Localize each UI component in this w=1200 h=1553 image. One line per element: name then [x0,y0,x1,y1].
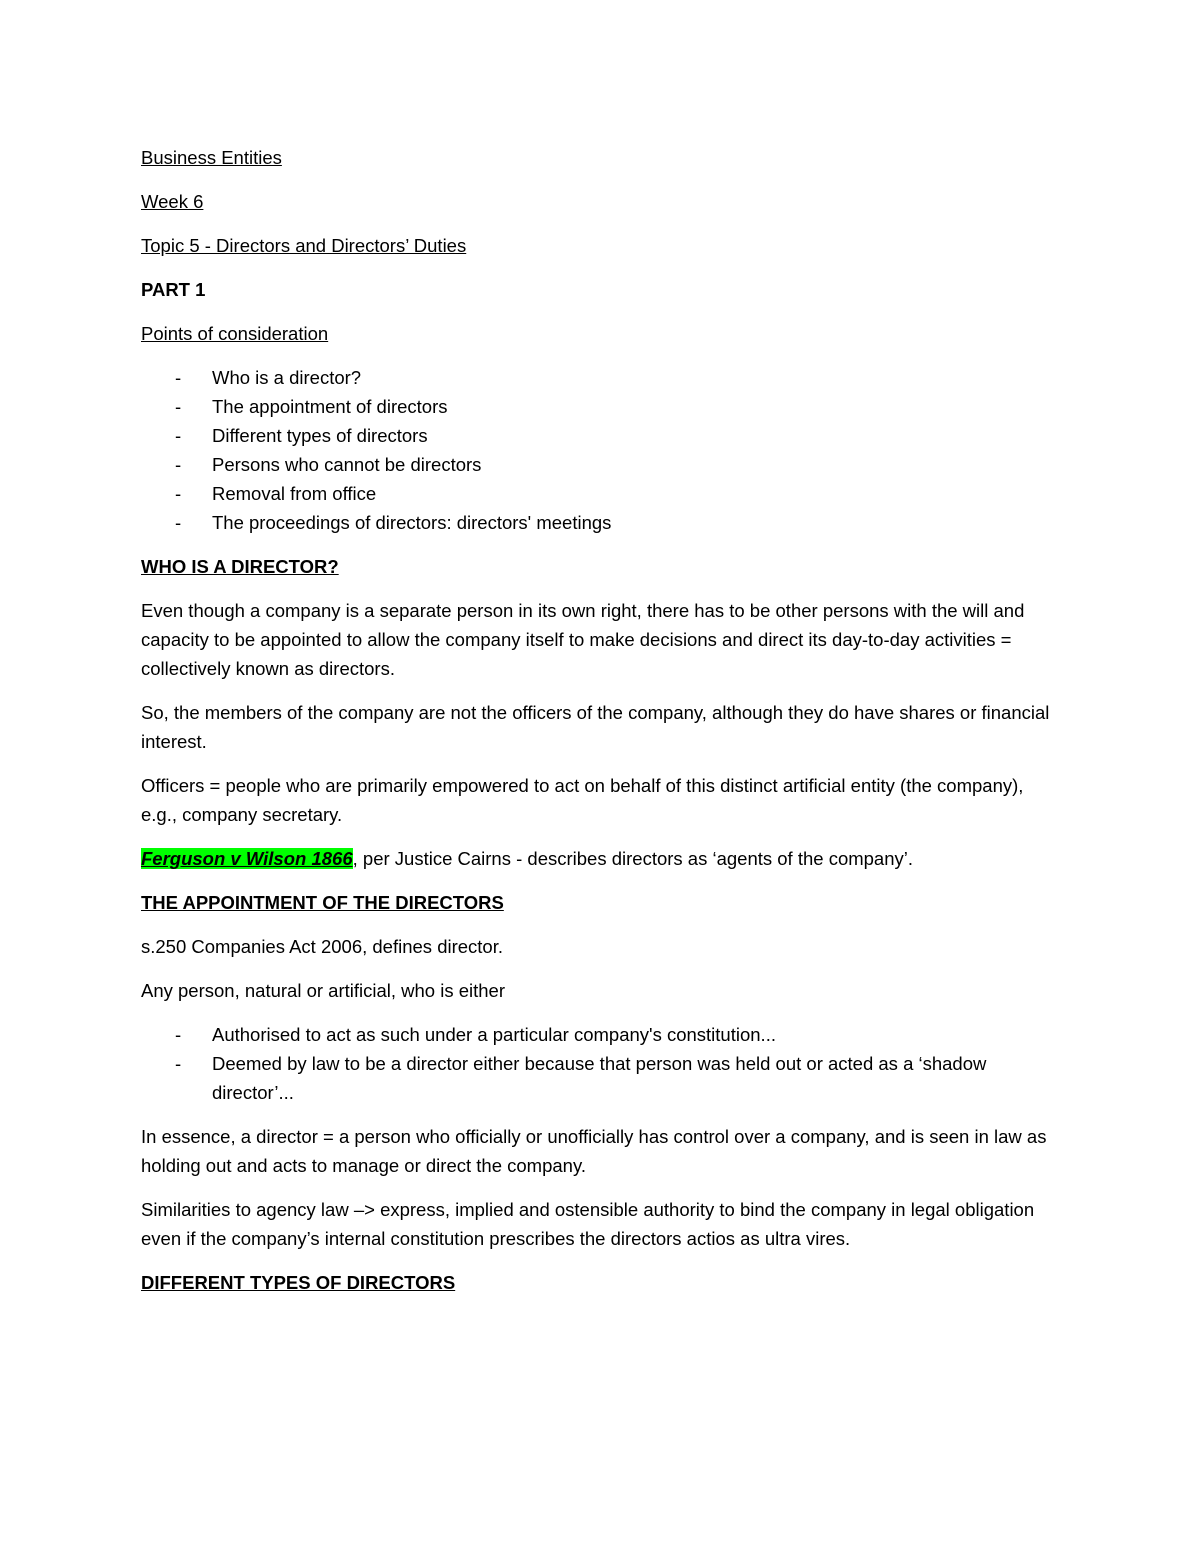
section-heading-who: WHO IS A DIRECTOR? [141,556,339,577]
paragraph: Even though a company is a separate person in its own right, there has to be other persons with the will and capacity to be appointed to allow the company itself to make decisions and direct its day-to-day activities = collectively known as directors. [141,600,1025,679]
points-list [141,363,1061,537]
case-citation-paragraph [141,844,1061,873]
section-heading-types: DIFFERENT TYPES OF DIRECTORS [141,1272,456,1293]
list-item: - The proceedings of directors: directors' meetings [141,508,1061,537]
paragraph: Officers = people who are primarily empowered to act on behalf of this distinct artificial entity (the company), e.g., company secretary. [141,775,1024,825]
paragraph: In essence, a director = a person who officially or unofficially has control over a company, and is seen in law as holding out and acts to manage or direct the company. [141,1126,1047,1176]
points-heading: Points of consideration [141,323,329,344]
list-item: - The appointment of directors [141,392,1061,421]
list-item: - Authorised to act as such under a particular company's constitution... [141,1020,1061,1049]
doc-topic: Topic 5 - Directors and Directors’ Duties [141,235,467,256]
paragraph: Similarities to agency law –> express, implied and ostensible authority to bind the company in legal obligation even if the company’s internal constitution prescribes the directors actios as ultra vires. [141,1199,1035,1249]
doc-title: Business Entities [141,147,282,168]
list-item: - Deemed by law to be a director either because that person was held out or acted as a ‘shadow director’... [141,1049,1061,1107]
case-citation-text: , per Justice Cairns - describes directors as ‘agents of the company’. [352,848,914,869]
section-heading-appointment: THE APPOINTMENT OF THE DIRECTORS [141,892,504,913]
doc-week: Week 6 [141,191,204,212]
paragraph: So, the members of the company are not the officers of the company, although they do have shares or financial interest. [141,702,1050,752]
list-item: - Persons who cannot be directors [141,450,1061,479]
case-name-highlight: Ferguson v Wilson 1866 [141,848,353,869]
list-item: - Removal from office [141,479,1061,508]
paragraph: s.250 Companies Act 2006, defines director. [141,936,503,957]
appointment-list [141,1020,1061,1107]
list-item: - Who is a director? [141,363,1061,392]
paragraph: Any person, natural or artificial, who is either [141,980,506,1001]
document-content [141,143,1061,1312]
doc-part: PART 1 [141,279,206,300]
list-item: - Different types of directors [141,421,1061,450]
